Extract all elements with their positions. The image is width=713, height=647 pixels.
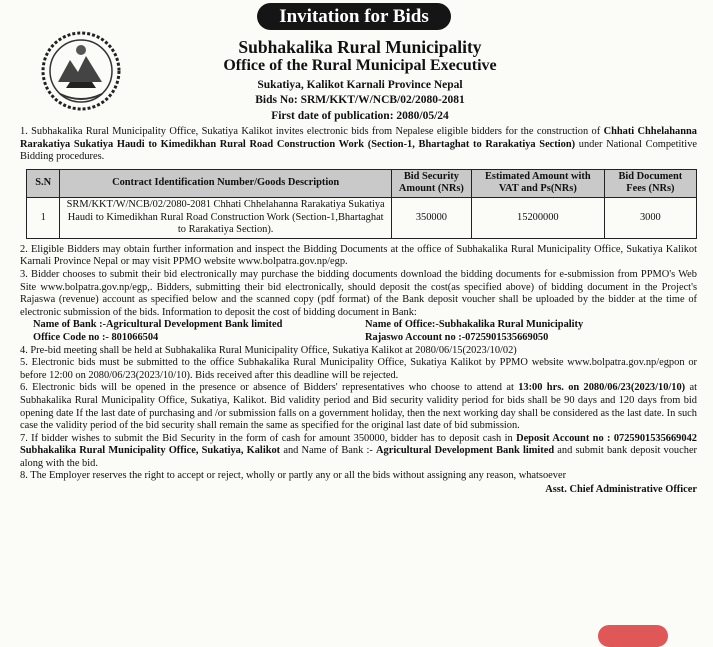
bank-codes xyxy=(20,332,697,345)
para-8: 8. The Employer reserves the right to accept or reject, wholly or partly any or all the bids without assigning any reason, whatsoever xyxy=(20,470,567,482)
header-bid-security: Bid Security Amount (NRs) xyxy=(391,169,471,197)
header-description: Contract Identification Number/Goods Description xyxy=(60,169,391,197)
address: Sukatiya, Kalikot Karnali Province Nepal xyxy=(257,79,463,91)
cell-estimated-amount: 15200000 xyxy=(471,197,604,238)
cell-document-fee: 3000 xyxy=(604,197,696,238)
nepal-emblem-icon xyxy=(40,30,122,112)
para-6: 6. Electronic bids will be opened in the presence or absence of Bidders' representatives who choose to attend at 13:00 hrs. on 2080/06/23(2023/10/10) at Subhakalika Rural Municipality Office, Sukatiya, Kalikot. Bid validity period and Bid security validity period for bids shall be 90 days and 120 days from bid opening date If the last date of purchasing and /or submission falls on a government holiday, then the next working day shall be considered as the last date. In such case the validity period of the bid security shall remain the same as specified for the original last date of bid submission. xyxy=(20,382,697,432)
header-document-fee: Bid Document Fees (NRs) xyxy=(604,169,696,197)
para-4: 4. Pre-bid meeting shall be held at Subhakalika Rural Municipality Office, Sukatiya Kalikot at 2080/06/15(2023/10/02) xyxy=(20,344,517,356)
cell-description: SRM/KKT/W/NCB/02/2080-2081 Chhati Chhelahanna Rarakatiya Sukatiya Haudi to Kimedikhan Rural Road Construction Work (Section-1,Bhartaghat to Rarakatiya Section). xyxy=(60,197,391,238)
red-stamp-icon xyxy=(598,625,668,647)
banner-title: Invitation for Bids xyxy=(257,3,451,30)
office-name-bank: Name of Office:-Subhakalika Rural Municipality xyxy=(365,319,584,331)
para-7: 7. If bidder wishes to submit the Bid Security in the form of cash for amount 350000, bidder has to deposit cash in Deposit Account no : 0725901535669042 Subhakalika Rural Municipality Office, Sukatiya, Kalikot and Name of Bank :- Agricultural Development Bank limited and submit bank deposit voucher along with the bid. xyxy=(20,432,698,469)
para-2: 2. Eligible Bidders may obtain further information and inspect the Bidding Documents at the office of Subhakalika Rural Municipality Office, Sukatiya Kalikot Karnali Province Nepal or may visit PPMO website www.bolpatra.gov.np/egp. xyxy=(20,243,697,268)
cell-sn: 1 xyxy=(27,197,60,238)
para-5: 5. Electronic bids must be submitted to the office Subhakalika Rural Municipality Office, Sukatiya Kalikot by PPMO website www.bolpatra.gov.np/egpon or before 12:00 on 2080/06/23(2023/10/10). Bids received after this deadline will be rejected. xyxy=(20,357,697,381)
notice-body xyxy=(20,126,697,497)
header-sn: S.N xyxy=(27,169,60,197)
signature: Asst. Chief Administrative Officer xyxy=(545,484,697,496)
para-1: 1. Subhakalika Rural Municipality Office, Sukatiya Kalikot invites electronic bids from Nepalese eligible bidders for the construction of Chhati Chhelahanna Rarakatiya Sukatiya Haudi to Kimedikhan Rural Road Construction Work (Section-1, Bhartaghat to Rarakatiya Section) under National Competitive Bidding procedures. xyxy=(20,126,698,163)
office-code: Office Code no :- 801066504 xyxy=(33,331,159,343)
cell-bid-security: 350000 xyxy=(391,197,471,238)
bid-table xyxy=(26,169,697,239)
bank-info xyxy=(20,319,697,332)
rajaswo-account: Rajaswo Account no :-0725901535669050 xyxy=(365,331,549,343)
para-3: 3. Bidder chooses to submit their bid electronically may purchase the bidding documents download the bidding documents for e-submission from PPMO's Web Site www.bolpatra.gov.np/egp,. Bidders, submitting their bid electronically, should deposit the cost(as specified above) of bidding document in the Project's Rajaswa (revenue) account as specified below and the scanned copy (pdf format) of the Bank deposit voucher shall be uploaded by the bidder at the time of electronic submission of the bids. Information to deposit the cost of bidding document in Bank: xyxy=(20,268,697,318)
table-row xyxy=(27,197,697,238)
bank-name: Name of Bank :-Agricultural Development Bank limited xyxy=(33,319,283,331)
publication-date: First date of publication: 2080/05/24 xyxy=(271,110,449,122)
org-name: Subhakalika Rural Municipality xyxy=(238,37,482,57)
office-name: Office of the Rural Municipal Executive xyxy=(223,57,497,74)
table-header-row xyxy=(27,169,697,197)
header-estimated-amount: Estimated Amount with VAT and Ps(NRs) xyxy=(471,169,604,197)
bids-number: Bids No: SRM/KKT/W/NCB/02/2080-2081 xyxy=(255,94,465,106)
